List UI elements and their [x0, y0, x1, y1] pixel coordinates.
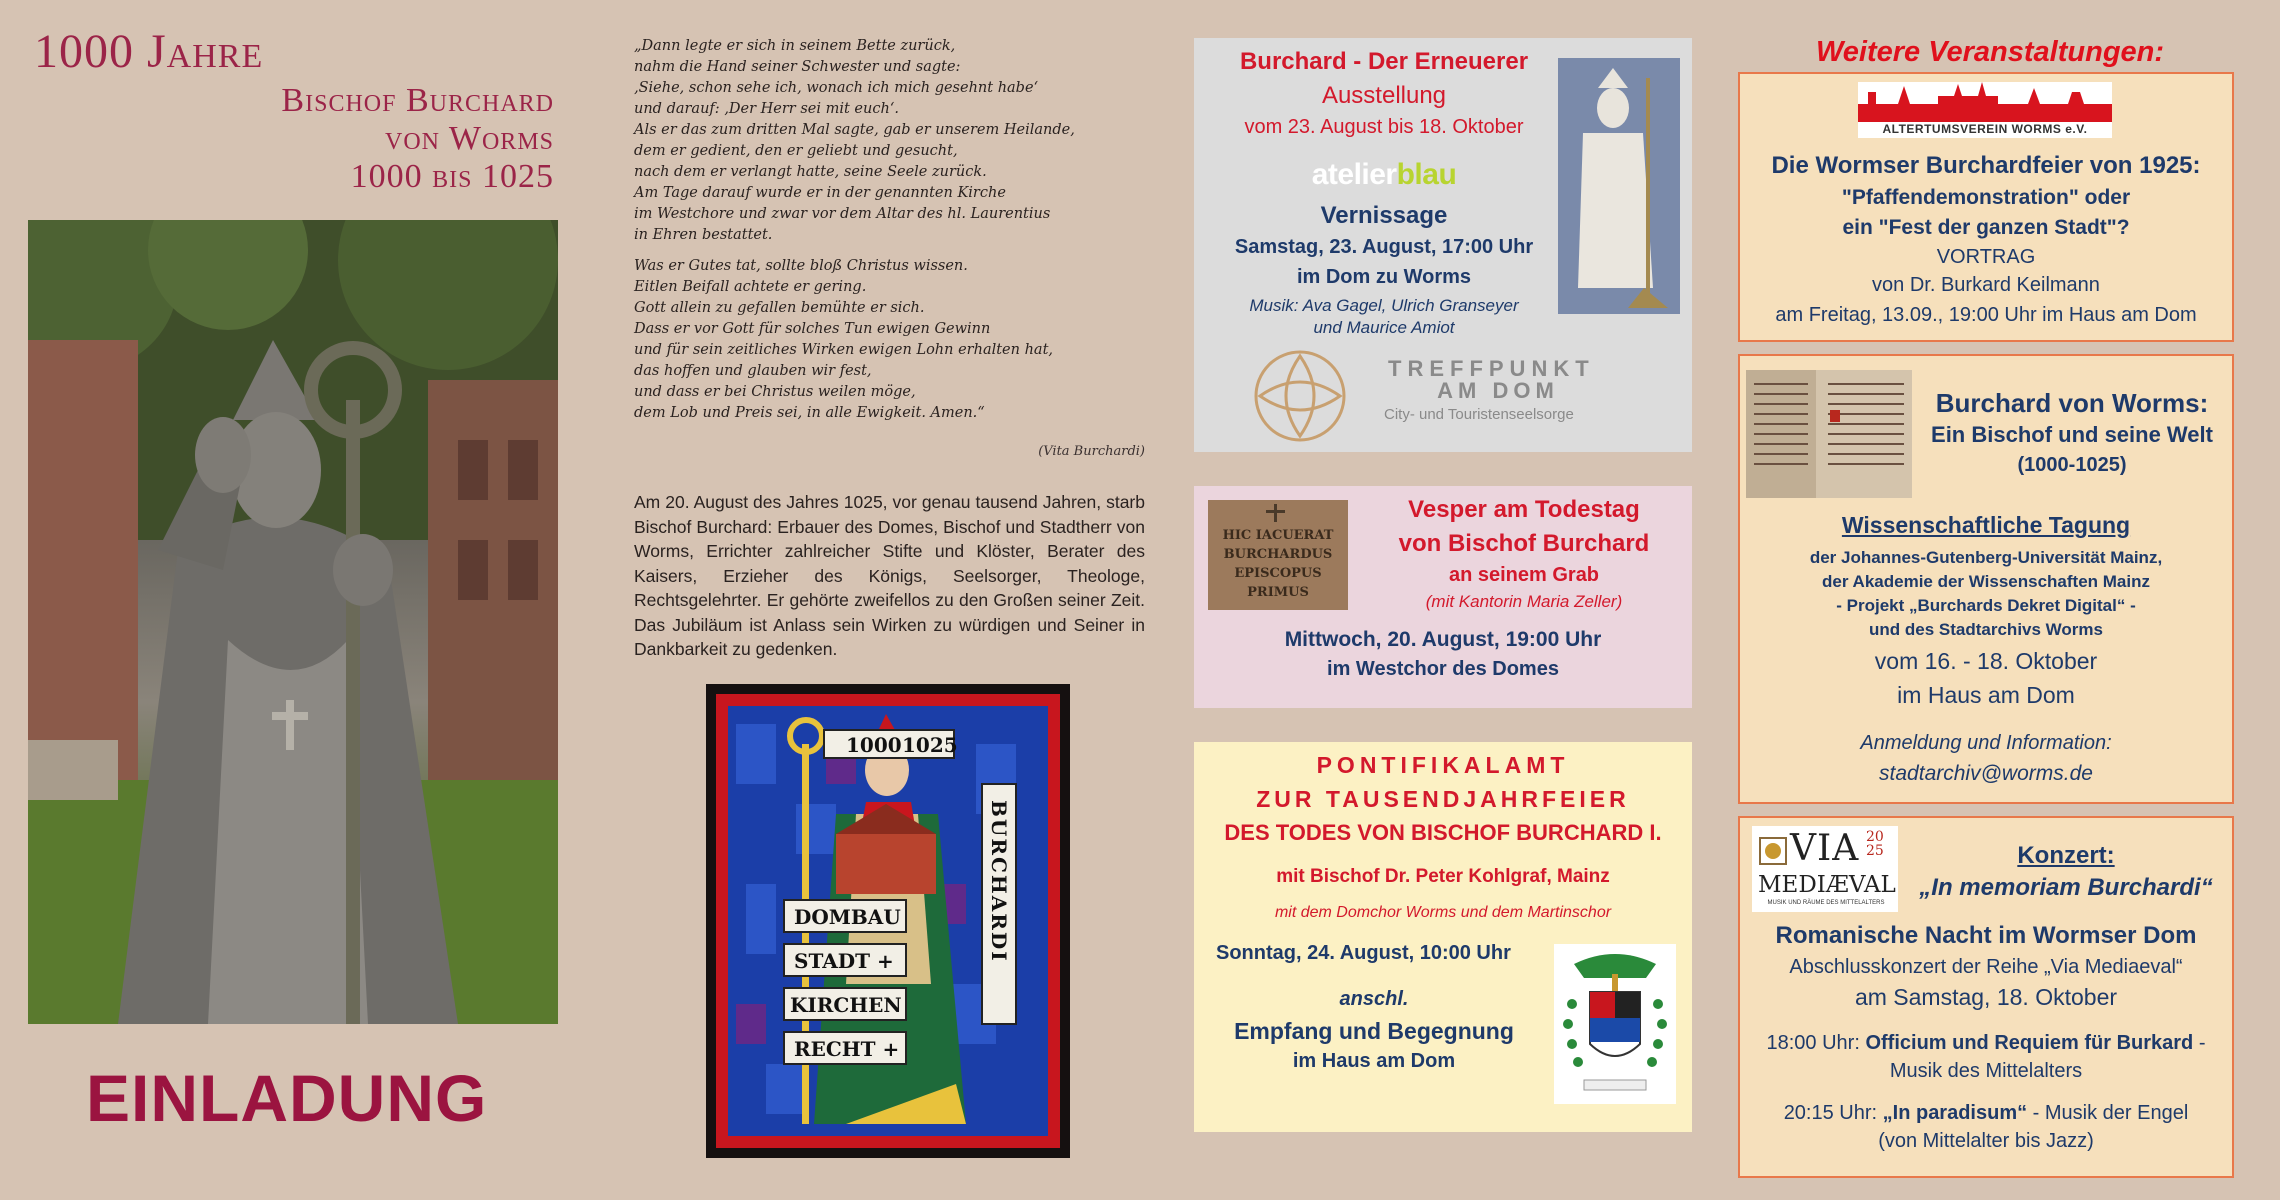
tagung-org-3: - Projekt „Burchards Dekret Digital“ -	[1836, 596, 2136, 615]
pontifikalamt-card	[1194, 742, 1692, 1132]
vesper-card	[1194, 486, 1692, 708]
program-2-rest: - Musik der Engel	[2027, 1102, 2189, 1124]
poem-line: und darauf: ‚Der Herr sei mit euch‘.	[634, 101, 900, 117]
stone-line: EPISCOPUS	[1234, 566, 1322, 581]
window-label-dombau: DOMBAU	[794, 905, 901, 929]
pontifikalamt-line-2: ZUR TAUSENDJAHRFEIER	[1256, 786, 1630, 812]
title-von-worms: von Worms	[385, 120, 554, 157]
poem-stanza-1	[634, 36, 1154, 246]
tagung-org-4: und des Stadtarchivs Worms	[1869, 620, 2103, 639]
via-logo-year: 2025	[1866, 829, 1884, 859]
vernissage-music-2: und Maurice Amiot	[1313, 318, 1455, 337]
title-bischof-burchard: Bischof Burchard	[281, 82, 554, 119]
ausstellung-dates: vom 23. August bis 18. Oktober	[1244, 116, 1524, 138]
altertumsverein-logo	[1858, 82, 2112, 138]
konzert-date: am Samstag, 18. Oktober	[1854, 984, 2118, 1010]
konzert-program-2	[1740, 1102, 2232, 1125]
window-year-left: 1000	[846, 733, 902, 757]
program-2-title: „In paradisum“	[1882, 1102, 2028, 1124]
konzert-program-2-sub: (von Mittelalter bis Jazz)	[1878, 1130, 2094, 1152]
tagung-org-2: der Akademie der Wissenschaften Mainz	[1822, 572, 2150, 591]
ausstellung-title: Burchard - Der Erneuerer	[1239, 48, 1529, 75]
poem-line: und dass er bei Christus weilen möge,	[634, 384, 916, 400]
vortrag-speaker: von Dr. Burkard Keilmann	[1872, 274, 2100, 296]
title-1000-jahre: 1000 Jahre	[34, 25, 264, 78]
vesper-where: im Westchor des Domes	[1327, 658, 1559, 680]
poem-stanza-2	[634, 256, 1154, 424]
program-1-title: Officium und Requiem für Burkard	[1865, 1032, 2194, 1054]
vernissage-when: Samstag, 23. August, 17:00 Uhr	[1234, 236, 1534, 258]
pontifikalamt-bishop: mit Bischof Dr. Peter Kohlgraf, Mainz	[1276, 866, 1610, 887]
manuscript-photo	[1746, 370, 1912, 498]
vortrag-question-2: ein "Fest der ganzen Stadt"?	[1842, 216, 2130, 239]
window-label-stadt: STADT +	[794, 949, 894, 973]
vernissage-music-1: Musik: Ava Gagel, Ulrich Granseyer	[1249, 296, 1519, 315]
treffpunkt-sub: City- und Touristenseelsorge	[1384, 406, 1574, 423]
einladung-heading: EINLADUNG	[86, 1061, 488, 1135]
vesper-place: an seinem Grab	[1448, 564, 1600, 586]
stained-glass-window	[706, 684, 1070, 1158]
tagung-type: Wissenschaftliche Tagung	[1841, 512, 2131, 538]
poem-line: das hoffen und glauben wir fest,	[634, 363, 872, 379]
tagung-card	[1738, 354, 2234, 804]
poem-line: Als er das zum dritten Mal sagte, gab er unserem Heilande,	[634, 122, 1075, 138]
tagung-years: (1000-1025)	[2017, 454, 2127, 476]
mediaeval-logo-text: MEDIÆVAL	[1758, 872, 1896, 898]
stone-line: PRIMUS	[1247, 585, 1309, 600]
tagung-org-1: der Johannes-Gutenberg-Universität Mainz,	[1809, 548, 2163, 567]
weitere-veranstaltungen-heading: Weitere Veranstaltungen:	[1815, 36, 2165, 68]
intro-text: Am 20. August des Jahres 1025, vor genau tausend Jahren, starb Bischof Burchard: Erbauer des Domes, Bischof und Stadtherr von Worms, Errichter zahlreicher Stifte und Klöster, Berater des Kaisers, Erzieher des Königs, Seelsorger, Theologe, Rechtsgelehrter. Er gehörte zweifellos zu den Großen seiner Zeit. Das Jubiläum ist Anlass sein Wirken zu würdigen und Seiner in Dankbarkeit zu gedenken.	[634, 492, 1145, 659]
vortrag-type: VORTRAG	[1936, 246, 2036, 268]
brand-part-1: atelier	[1311, 158, 1397, 191]
konzert-program-1-sub: Musik des Mittelalters	[1889, 1060, 2083, 1082]
konzert-subtitle: Romanische Nacht im Wormser Dom	[1775, 922, 2197, 949]
pontifikalamt-line-1: PONTIFIKALAMT	[1316, 752, 1570, 778]
poem-line: Eitlen Beifall achtete er gering.	[634, 279, 867, 295]
title-years: 1000 bis 1025	[350, 158, 554, 195]
window-label-kirchen: KIRCHEN	[790, 993, 902, 1017]
poem-line: Dass er vor Gott für solches Tun ewigen Gewinn	[634, 321, 991, 337]
treffpunkt-logo-icon	[1252, 348, 1348, 444]
via-mediaeval-logo	[1752, 826, 1898, 912]
poem-line: ‚Siehe, schon sehe ich, wonach ich mich gesehnt habe‘	[634, 80, 1039, 96]
stone-line: BURCHARDUS	[1223, 547, 1333, 562]
tagung-title-1: Burchard von Worms:	[1935, 388, 2209, 418]
program-1-rest: -	[2193, 1032, 2206, 1054]
vesper-when: Mittwoch, 20. August, 19:00 Uhr	[1284, 628, 1602, 651]
pontifikalamt-line-3: DES TODES VON BISCHOF BURCHARD I.	[1224, 820, 1662, 845]
vesper-title-2: von Bischof Burchard	[1398, 530, 1650, 557]
program-1-time: 18:00 Uhr:	[1766, 1032, 1866, 1054]
konzert-program-1	[1740, 1032, 2232, 1055]
vortrag-question-1: "Pfaffendemonstration" oder	[1841, 186, 2131, 209]
vesper-choir: (mit Kantorin Maria Zeller)	[1425, 592, 1623, 611]
vortrag-when: am Freitag, 13.09., 19:00 Uhr im Haus am Dom	[1775, 304, 2197, 326]
statue-photo	[28, 220, 558, 1024]
pontifikalamt-when: Sonntag, 24. August, 10:00 Uhr	[1216, 942, 1511, 964]
via-mediaeval-emblem-icon	[1758, 836, 1788, 866]
pontifikalamt-where: im Haus am Dom	[1292, 1050, 1456, 1072]
vortrag-title: Die Wormser Burchardfeier von 1925:	[1771, 152, 2201, 179]
ausstellung-card	[1194, 38, 1692, 452]
window-year-right: 1025	[902, 733, 958, 757]
treffpunkt-label-1: TREFFPUNKT	[1388, 356, 1595, 381]
pontifikalamt-anschl: anschl.	[1339, 988, 1409, 1010]
stone-line: HIC IACUERAT	[1222, 528, 1334, 543]
tagung-dates: vom 16. - 18. Oktober	[1874, 648, 2098, 674]
poem-line: und für sein zeitliches Wirken ewigen Lohn erhalten hat,	[634, 342, 1053, 358]
vernissage-where: im Dom zu Worms	[1296, 266, 1472, 288]
poem-line: nahm die Hand seiner Schwester und sagte:	[634, 59, 961, 75]
konzert-series: Abschlusskonzert der Reihe „Via Mediaeval“	[1789, 956, 2183, 978]
pontifikalamt-choirs: mit dem Domchor Worms und dem Martinschor	[1274, 904, 1612, 921]
ausstellung-subtitle: Ausstellung	[1321, 82, 1447, 109]
poem-line: in Ehren bestattet.	[634, 227, 773, 243]
poem-line: dem er gedient, den er geliebt und gesucht,	[634, 143, 958, 159]
via-logo-text: VIA	[1790, 828, 1860, 869]
atelierblau-logo	[1194, 158, 1574, 192]
vesper-title-1: Vesper am Todestag	[1408, 496, 1640, 523]
brand-part-2: blau	[1396, 158, 1457, 191]
pontifikalamt-empfang: Empfang und Begegnung	[1234, 1018, 1514, 1044]
poem-line: Was er Gutes tat, sollte bloß Christus wissen.	[634, 258, 968, 274]
poem-line: „Dann legte er sich in seinem Bette zurück,	[634, 38, 956, 54]
poem-line: Am Tage darauf wurde er in der genannten Kirche	[634, 185, 1006, 201]
vortrag-card	[1738, 72, 2234, 342]
poem-line: Gott allein zu gefallen bemühte er sich.	[634, 300, 925, 316]
window-label-recht: RECHT +	[794, 1037, 900, 1061]
poem-line: nach dem er verlangt hatte, seine Seele zurück.	[634, 164, 987, 180]
bishop-coat-of-arms	[1554, 944, 1676, 1104]
vernissage-label: Vernissage	[1320, 202, 1448, 229]
treffpunkt-label-2: AM DOM	[1437, 378, 1559, 403]
tagung-title-2: Ein Bischof und seine Welt	[1931, 422, 2213, 447]
altertumsverein-logo-text: ALTERTUMSVEREIN WORMS e.V.	[1882, 122, 2088, 136]
via-logo-sub: MUSIK UND RÄUME DES MITTELALTERS	[1767, 900, 1885, 906]
poem-source: (Vita Burchardi)	[1038, 444, 1145, 459]
grave-stone-photo	[1208, 500, 1348, 610]
tagung-email-link[interactable]: stadtarchiv@worms.de	[1879, 762, 2093, 785]
konzert-label: Konzert:	[2017, 842, 2115, 869]
burchard-artwork	[1558, 58, 1680, 314]
program-2-time: 20:15 Uhr:	[1783, 1102, 1883, 1124]
konzert-card	[1738, 816, 2234, 1178]
konzert-title: „In memoriam Burchardi“	[1919, 874, 2213, 901]
tagung-info: Anmeldung und Information:	[1860, 732, 2112, 754]
window-side-text: BURCHARDI	[987, 800, 1011, 963]
tagung-where: im Haus am Dom	[1897, 682, 2075, 708]
poem-line: im Westchore und zwar vor dem Altar des hl. Laurentius	[634, 206, 1051, 222]
poem-line: dem Lob und Preis sei, in alle Ewigkeit. Amen.“	[634, 405, 985, 421]
